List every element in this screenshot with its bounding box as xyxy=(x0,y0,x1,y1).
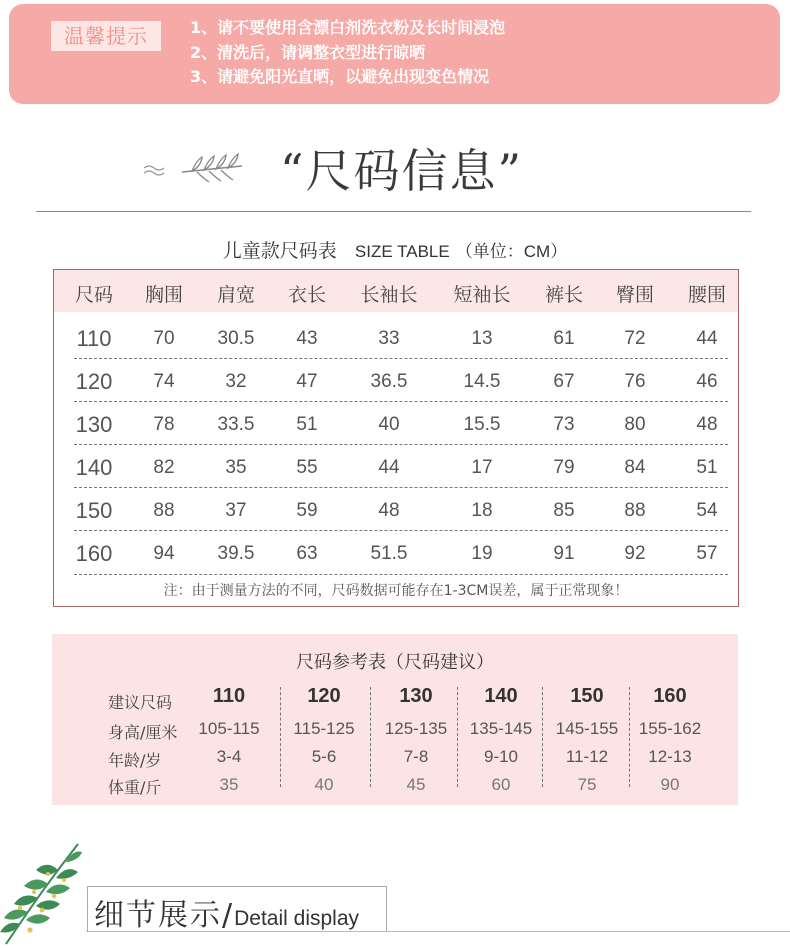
table-cell: 78 xyxy=(153,414,175,435)
table-cell: 18 xyxy=(471,500,493,521)
column-divider xyxy=(370,687,371,787)
table-cell: 61 xyxy=(553,328,575,349)
section-title: “尺码信息” xyxy=(280,144,524,198)
ref-age: 7-8 xyxy=(403,747,429,766)
ref-weight: 40 xyxy=(314,775,334,794)
table-cell: 13 xyxy=(471,328,493,349)
row-divider xyxy=(74,401,728,402)
notice-badge: 温馨提示 xyxy=(51,21,161,51)
table-cell: 91 xyxy=(553,543,575,564)
table-cell: 44 xyxy=(378,457,400,478)
label-height: 身高/厘米 xyxy=(108,723,178,742)
detail-title-en: Detail display xyxy=(234,907,360,930)
row-size-cell: 120 xyxy=(75,369,113,394)
header-cell: 尺码 xyxy=(74,284,113,306)
table-cell: 33.5 xyxy=(217,414,255,435)
label-size: 建议尺码 xyxy=(108,693,173,712)
table-cell: 39.5 xyxy=(217,543,255,564)
header-cell: 肩宽 xyxy=(216,284,255,306)
ref-size: 150 xyxy=(570,685,604,707)
table-cell: 88 xyxy=(624,500,646,521)
table-cell: 70 xyxy=(153,328,175,349)
ref-age: 9-10 xyxy=(483,747,519,766)
header-cell: 长袖长 xyxy=(360,284,418,306)
label-age: 年龄/岁 xyxy=(108,751,162,770)
table-cell: 80 xyxy=(624,414,646,435)
ref-age: 11-12 xyxy=(565,747,609,766)
notice-item: 3、请避免阳光直晒，以避免出现变色情况 xyxy=(190,67,490,86)
row-size-cell: 130 xyxy=(75,412,113,437)
ref-weight: 45 xyxy=(406,775,426,794)
table-cell: 14.5 xyxy=(463,371,501,392)
table-cell: 73 xyxy=(553,414,575,435)
ref-weight: 75 xyxy=(577,775,597,794)
row-size-cell: 160 xyxy=(75,541,113,566)
table-cell: 37 xyxy=(225,500,247,521)
table-cell: 76 xyxy=(624,371,646,392)
table-cell: 88 xyxy=(153,500,175,521)
caption-unit: （单位：CM） xyxy=(455,242,568,261)
row-size-cell: 150 xyxy=(75,498,113,523)
table-cell: 36.5 xyxy=(370,371,408,392)
table-cell: 48 xyxy=(378,500,400,521)
table-cell: 51 xyxy=(296,414,318,435)
table-cell: 57 xyxy=(696,543,718,564)
row-divider xyxy=(74,530,728,531)
title-divider xyxy=(36,211,751,212)
ref-age: 5-6 xyxy=(311,747,337,766)
notice-item: 1、请不要使用含漂白剂洗衣粉及长时间浸泡 xyxy=(190,18,506,37)
table-cell: 51.5 xyxy=(370,543,408,564)
table-cell: 46 xyxy=(696,371,718,392)
ref-weight: 35 xyxy=(219,775,239,794)
ref-height: 125-135 xyxy=(384,719,448,738)
table-cell: 67 xyxy=(553,371,575,392)
leaf-decoration-icon xyxy=(142,150,252,190)
ref-weight: 60 xyxy=(491,775,511,794)
header-cell: 胸围 xyxy=(144,284,183,306)
table-cell: 30.5 xyxy=(217,328,255,349)
notice-item: 2、清洗后，请调整衣型进行晾晒 xyxy=(190,42,426,62)
column-divider xyxy=(457,687,458,787)
table-cell: 35 xyxy=(225,457,247,478)
table-cell: 33 xyxy=(378,328,400,349)
size-table xyxy=(53,269,739,607)
table-cell: 55 xyxy=(296,457,318,478)
ref-size: 130 xyxy=(399,685,433,707)
table-cell: 92 xyxy=(624,543,646,564)
table-cell: 82 xyxy=(153,457,175,478)
table-cell: 15.5 xyxy=(463,414,501,435)
header-cell: 裤长 xyxy=(544,284,583,306)
table-cell: 72 xyxy=(624,328,646,349)
table-cell: 51 xyxy=(696,457,718,478)
table-note: 注：由于测量方法的不同，尺码数据可能存在1-3CM误差，属于正常现象！ xyxy=(163,583,629,599)
table-cell: 19 xyxy=(471,543,493,564)
header-cell: 臀围 xyxy=(615,284,654,306)
row-divider xyxy=(74,574,728,575)
table-cell: 54 xyxy=(696,500,718,521)
reference-title: 尺码参考表（尺码建议） xyxy=(296,652,494,673)
ref-height: 115-125 xyxy=(293,719,355,738)
header-cell: 衣长 xyxy=(287,284,326,306)
label-weight: 体重/斤 xyxy=(108,778,162,797)
ref-height: 145-155 xyxy=(555,719,619,738)
ref-size: 140 xyxy=(484,685,518,707)
column-divider xyxy=(542,687,543,787)
table-cell: 63 xyxy=(296,543,318,564)
table-cell: 94 xyxy=(153,543,175,564)
table-cell: 48 xyxy=(696,414,718,435)
column-divider xyxy=(280,687,281,787)
table-cell: 17 xyxy=(471,457,493,478)
reference-table xyxy=(52,634,738,805)
table-cell: 32 xyxy=(225,371,247,392)
detail-title-cn: 细节展示/ xyxy=(94,898,235,933)
ref-height: 155-162 xyxy=(638,719,702,738)
table-cell: 85 xyxy=(553,500,575,521)
ref-size: 160 xyxy=(653,685,687,707)
ref-age: 3-4 xyxy=(216,747,242,766)
row-divider xyxy=(74,358,728,359)
caption-en: SIZE TABLE xyxy=(354,242,450,261)
ref-height: 105-115 xyxy=(198,719,260,738)
table-cell: 47 xyxy=(296,371,318,392)
table-cell: 40 xyxy=(378,414,400,435)
size-table-header xyxy=(54,270,738,312)
caption-cn: 儿童款尺码表 xyxy=(222,240,337,262)
table-cell: 43 xyxy=(296,328,318,349)
ref-size: 110 xyxy=(212,685,246,707)
detail-title xyxy=(94,890,359,934)
row-size-cell: 140 xyxy=(75,455,113,480)
size-table-caption xyxy=(0,236,790,263)
ref-height: 135-145 xyxy=(469,719,533,738)
table-cell: 84 xyxy=(624,457,646,478)
ref-weight: 90 xyxy=(660,775,680,794)
ref-size: 120 xyxy=(307,685,341,707)
ref-age: 12-13 xyxy=(648,747,692,766)
header-cell: 腰围 xyxy=(687,284,726,306)
row-divider xyxy=(74,487,728,488)
row-size-cell: 110 xyxy=(76,326,112,351)
leaf-branch-icon xyxy=(0,836,90,946)
table-cell: 44 xyxy=(696,328,718,349)
table-cell: 74 xyxy=(153,371,175,392)
notice-list xyxy=(190,16,505,90)
table-cell: 59 xyxy=(296,500,318,521)
header-cell: 短袖长 xyxy=(453,284,511,306)
row-divider xyxy=(74,444,728,445)
table-cell: 79 xyxy=(553,457,575,478)
